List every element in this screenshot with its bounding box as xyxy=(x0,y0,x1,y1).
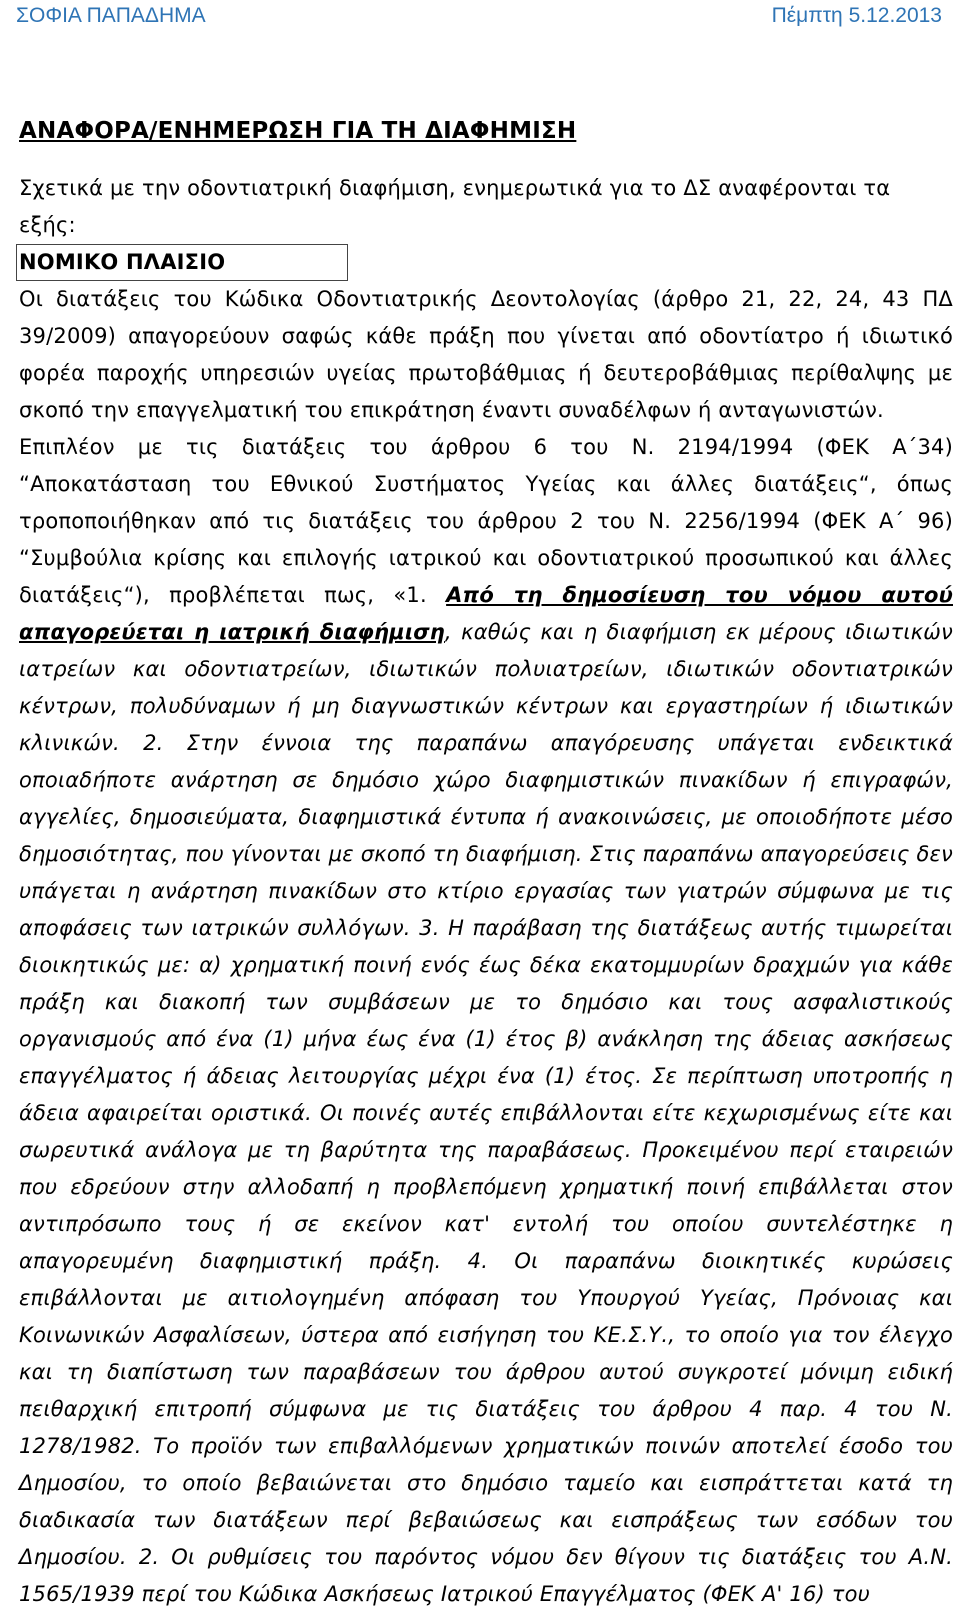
document-body xyxy=(19,113,953,1613)
header-date: Πέμπτη 5.12.2013 xyxy=(771,4,942,27)
intro-paragraph: Σχετικά με την οδοντιατρική διαφήμιση, ενημερωτικά για το ΔΣ αναφέρονται τα εξής: xyxy=(19,176,891,237)
page-header xyxy=(16,4,942,36)
paragraph-law-quote: , καθώς και η διαφήμιση εκ μέρους ιδιωτικών ιατρείων και οδοντιατρείων, ιδιωτικών πολυιατρείων, ιδιωτικών οδοντιατρικών κέντρων, πολυδύναμων ή μη διαγνωστικών κέντρων και εργαστηρίων ή ιδιωτικών κλινικών. 2. Στην έννοια της παραπάνω απαγόρευσης υπάγεται ενδεικτικά οποιαδήποτε ανάρτηση σε δημόσιο χώρο διαφημιστικών πινακίδων ή επιγραφών, αγγελίες, δημοσιεύματα, διαφημιστικά έντυπα ή ανακοινώσεις, με οποιοδήποτε μέσο δημοσιότητας, που γίνονται με σκοπό τη διαφήμιση. Στις παραπάνω απαγορεύσεις δεν υπάγεται η ανάρτηση πινακίδων στο κτίριο εργασίας των γιατρών σύμφωνα με τις αποφάσεις των ιατρικών συλλόγων. 3. Η παράβαση της διατάξεως αυτής τιμωρείται διοικητικώς με: α) χρηματική ποινή ενός έως δέκα εκατομμυρίων δραχμών για κάθε πράξη και διακοπή των συμβάσεων με το δημόσιο και τους ασφαλιστικούς οργανισμούς από ένα (1) μήνα έως ένα (1) έτος β) ανάκληση της άδειας ασκήσεως επαγγέλματος ή άδειας λειτουργίας μέχρι ένα (1) έτος. Σε περίπτωση υποτροπής η άδεια αφαιρείται οριστικά. Οι ποινές αυτές επιβάλλονται είτε κεχωρισμένως είτε και σωρευτικά ανάλογα με τη βαρύτητα της παραβάσεως. Προκειμένου περί εταιρειών που εδρεύουν στην αλλοδαπή η προβλεπόμενη χρηματική ποινή επιβάλλεται στον αντιπρόσωπο τους ή σε εκείνον κατ' εντολή του οποίου συντελέστηκε η απαγορευμένη διαφημιστική πράξη. 4. Οι παραπάνω διοικητικές κυρώσεις επιβάλλονται με αιτιολογημένη απόφαση του Υπουργού Υγείας, Πρόνοιας και Κοινωνικών Ασφαλίσεων, ύστερα από εισήγηση του ΚΕ.Σ.Υ., το οποίο για τον έλεγχο και τη διαπίστωση των παραβάσεων του άρθρου αυτού συγκροτεί μόνιμη ειδική πειθαρχική επιτροπή σύμφωνα με τις διατάξεις του άρθρου 4 παρ. 4 του Ν. 1278/1982. Το προϊόν των επιβαλλόμενων χρηματικών ποινών αποτελεί έσοδο του Δημοσίου, το οποίο βεβαιώνεται στο δημόσιο ταμείο και εισπράττεται κατά τη διαδικασία των διατάξεων περί βεβαιώσεως και εισπράξεως των εσόδων του Δημοσίου. 2. Οι ρυθμίσεις του παρόντος νόμου δεν θίγουν τις διατάξεις του Α.Ν. 1565/1939 περί του Κώδικα Ασκήσεως Ιατρικού Επαγγέλματος (ΦΕΚ Α' 16) του xyxy=(19,620,953,1606)
header-author: ΣΟΦΙΑ ΠΑΠΑΔΗΜΑ xyxy=(16,4,206,27)
paragraph-law-emphasis: Από τη δημοσίευση του νόμου αυτού απαγορεύεται η ιατρική διαφήμιση xyxy=(19,583,953,644)
paragraph-law-2194 xyxy=(19,429,953,1613)
document-title: ΑΝΑΦΟΡΑ/ΕΝΗΜΕΡΩΣΗ ΓΙΑ ΤΗ ΔΙΑΦΗΜΙΣΗ xyxy=(19,118,577,144)
paragraph-code-of-ethics: Οι διατάξεις του Κώδικα Οδοντιατρικής Δεοντολογίας (άρθρο 21, 22, 24, 43 ΠΔ 39/2009) απαγορεύουν σαφώς κάθε πράξη που γίνεται από οδοντίατρο ή ιδιωτικό φορέα παροχής υπηρεσιών υγείας πρωτοβάθμιας ή δευτεροβάθμιας περίθαλψης με σκοπό την επαγγελματική του επικράτηση έναντι συναδέλφων ή ανταγωνιστών. xyxy=(19,287,953,422)
section-heading: ΝΟΜΙΚΟ ΠΛΑΙΣΙΟ xyxy=(16,244,348,281)
paragraph-law-text: Επιπλέον με τις διατάξεις του άρθρου 6 του Ν. 2194/1994 (ΦΕΚ Α΄34) “Αποκατάσταση του Εθνικού Συστήματος Υγείας και άλλες διατάξεις“, όπως τροποποιήθηκαν από τις διατάξεις του άρθρου 2 του Ν. 2256/1994 (ΦΕΚ Α΄ 96) “Συμβούλια κρίσης και επιλογής ιατρικού και οδοντιατρικού προσωπικού και άλλες διατάξεις“), προβλέπεται πως, «1. xyxy=(19,435,953,607)
